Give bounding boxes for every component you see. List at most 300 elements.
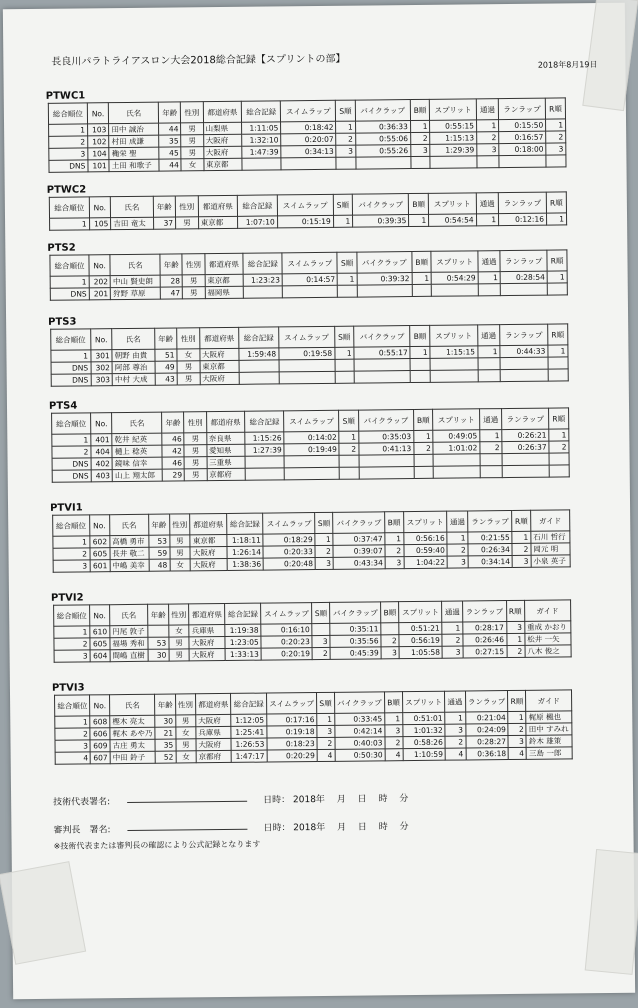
- table-cell: 1:12:05: [231, 714, 267, 726]
- column-header: 都道府県: [204, 253, 243, 274]
- table-cell: 3: [447, 556, 468, 568]
- column-header: 都道府県: [199, 327, 239, 348]
- table-cell: 2: [512, 543, 531, 555]
- column-header: 総合順位: [55, 695, 91, 716]
- table-cell: 2: [442, 634, 463, 646]
- table-cell: 0:44:33: [500, 345, 548, 358]
- table-cell: 4: [445, 748, 465, 760]
- table-cell: 3: [512, 555, 531, 567]
- table-cell: 乾井 紀英: [112, 433, 162, 446]
- column-header: 性別: [168, 604, 189, 625]
- column-header: 年齢: [148, 514, 169, 535]
- table-cell: 1:01:32: [403, 724, 446, 736]
- table-cell: 山梨県: [203, 122, 242, 134]
- table-cell: 2: [55, 728, 91, 740]
- results-table: [49, 191, 567, 230]
- table-cell: [478, 284, 500, 296]
- column-header: No.: [87, 103, 109, 124]
- table-cell: 1:18:11: [227, 534, 264, 546]
- table-cell: [284, 455, 339, 468]
- column-header: ランラップ: [500, 324, 548, 345]
- table-cell: 0:35:03: [358, 431, 413, 444]
- column-header: 都道府県: [195, 693, 231, 714]
- table-cell: 0:55:06: [355, 133, 410, 146]
- table-cell: 3: [506, 621, 524, 633]
- column-header: ガイド: [524, 600, 571, 621]
- table-cell: 610: [90, 626, 110, 638]
- table-cell: 0:12:16: [499, 213, 547, 226]
- table-cell: 0:40:03: [335, 737, 385, 750]
- table-cell: 0:27:15: [463, 646, 507, 658]
- column-header: S順: [337, 252, 356, 273]
- table-cell: 4: [385, 749, 403, 761]
- table-cell: 0:34:13: [281, 145, 336, 158]
- table-cell: 1: [335, 347, 355, 359]
- table-cell: 0:20:19: [261, 648, 312, 661]
- table-cell: 2: [52, 446, 91, 458]
- table-cell: 1: [50, 218, 90, 230]
- column-header: 通過: [442, 601, 463, 622]
- table-cell: 1:01:02: [433, 442, 480, 454]
- table-cell: 0:35:56: [330, 635, 381, 648]
- column-header: 年齢: [160, 254, 182, 275]
- table-cell: 1:15:15: [430, 346, 477, 358]
- column-header: R順: [546, 192, 566, 213]
- table-cell: 福岡県: [205, 286, 244, 298]
- footnote: ※技術代表または審判長の確認により公式記録となります: [53, 839, 261, 851]
- table-cell: 404: [91, 446, 113, 458]
- column-header: スイムラップ: [261, 603, 312, 625]
- column-header: 性別: [169, 514, 190, 535]
- table-cell: 1: [478, 272, 500, 284]
- table-cell: 0:15:50: [499, 119, 546, 131]
- table-cell: 28: [160, 275, 182, 287]
- table-cell: 1: [447, 532, 468, 544]
- table-cell: [500, 369, 548, 382]
- column-header: バイクラップ: [357, 252, 412, 274]
- column-header: 性別: [175, 694, 195, 715]
- table-cell: 間嶋 直樹: [110, 649, 149, 661]
- table-cell: 0:14:57: [282, 273, 337, 286]
- table-cell: 男: [169, 637, 190, 649]
- table-cell: 2: [381, 635, 399, 647]
- table-cell: 男: [170, 547, 191, 559]
- table-cell: 2: [312, 647, 330, 659]
- column-header: R順: [547, 250, 567, 271]
- table-cell: 102: [88, 136, 110, 148]
- table-cell: 京都府: [196, 750, 232, 762]
- column-header: ランラップ: [500, 250, 547, 271]
- column-header: 都道府県: [189, 603, 225, 624]
- category-label: PTVI1: [50, 502, 83, 514]
- table-cell: 大阪府: [200, 348, 240, 360]
- table-cell: 1: [333, 215, 353, 227]
- table-cell: 鏡味 信幸: [112, 457, 162, 470]
- table-cell: 0:20:23: [261, 636, 312, 649]
- table-cell: 0:54:54: [429, 214, 476, 226]
- table-cell: [354, 371, 410, 384]
- table-cell: [148, 625, 169, 637]
- column-header: 氏名: [111, 196, 153, 217]
- table-cell: 村田 成謙: [109, 135, 159, 148]
- column-header: スプリット: [429, 193, 477, 214]
- table-cell: 2: [480, 442, 502, 454]
- table-cell: [284, 467, 339, 480]
- table-cell: 奈良県: [206, 432, 245, 444]
- column-header: 氏名: [109, 604, 148, 625]
- column-header: 総合記録: [231, 693, 267, 714]
- table-cell: 2: [447, 544, 468, 556]
- page-title: 長良川パラトライアスロン大会2018総合記録【スプリントの部】: [51, 53, 346, 68]
- table-cell: [338, 285, 357, 297]
- table-cell: 1:33:13: [225, 648, 261, 660]
- table-cell: 0:56:19: [399, 634, 442, 646]
- table-cell: 1: [476, 120, 498, 132]
- column-header: R順: [512, 510, 531, 531]
- table-cell: 男: [183, 287, 205, 299]
- table-cell: 1:25:41: [231, 726, 267, 738]
- table-cell: 樫木 亮太: [110, 715, 156, 727]
- table-cell: 男: [182, 275, 204, 287]
- table-cell: 1: [410, 120, 430, 132]
- column-header: S順: [333, 194, 353, 215]
- table-cell: 大阪府: [190, 546, 227, 558]
- table-cell: [548, 369, 568, 381]
- column-header: S順: [334, 326, 354, 347]
- results-table: [51, 407, 570, 482]
- tape-top-right: [582, 0, 638, 111]
- column-header: R順: [508, 690, 526, 711]
- table-cell: [359, 455, 414, 468]
- table-cell: 1: [549, 429, 569, 441]
- table-cell: 1:07:10: [238, 216, 278, 228]
- table-cell: 女: [176, 751, 196, 763]
- table-cell: 男: [169, 649, 190, 661]
- signature-line: [127, 827, 247, 830]
- column-header: ガイド: [530, 510, 569, 531]
- table-cell: 1:11:05: [242, 122, 281, 134]
- table-cell: 0:36:33: [355, 121, 410, 134]
- table-cell: 0:56:16: [403, 532, 447, 544]
- table-cell: 1: [506, 633, 524, 645]
- table-cell: 606: [90, 728, 110, 740]
- table-cell: 1:26:53: [231, 738, 267, 750]
- column-header: スプリット: [433, 409, 480, 430]
- column-header: 総合記録: [239, 327, 279, 348]
- table-cell: 609: [90, 740, 110, 752]
- table-cell: 0:45:39: [330, 647, 381, 660]
- table-cell: 0:18:42: [281, 121, 336, 134]
- table-cell: 1:23:23: [244, 274, 283, 286]
- table-cell: 0:59:40: [404, 544, 448, 556]
- column-header: 年齢: [162, 412, 184, 433]
- table-cell: [549, 453, 569, 465]
- table-cell: 607: [91, 752, 111, 764]
- column-header: No.: [90, 329, 112, 350]
- table-cell: DNS: [50, 288, 89, 300]
- table-cell: 田中 すみれ: [526, 723, 572, 735]
- column-header: 年齢: [153, 196, 176, 217]
- table-cell: 0:19:49: [284, 443, 339, 456]
- table-cell: 吉田 竜太: [111, 217, 153, 229]
- table-cell: 3: [312, 635, 330, 647]
- table-cell: [433, 454, 480, 466]
- table-cell: 男: [184, 445, 206, 457]
- column-header: 都道府県: [198, 195, 238, 216]
- table-cell: [478, 358, 501, 370]
- column-header: バイクラップ: [355, 100, 410, 122]
- column-header: 氏名: [109, 102, 159, 124]
- table-cell: 2: [339, 443, 358, 455]
- results-table: [50, 323, 569, 386]
- table-cell: 0:39:32: [357, 273, 412, 286]
- table-cell: 三重県: [207, 456, 246, 468]
- table-cell: 0:20:33: [263, 546, 315, 559]
- table-cell: 穐栄 聖: [109, 147, 159, 160]
- category-label: PTVI3: [51, 682, 85, 694]
- column-header: ランラップ: [502, 408, 549, 429]
- table-cell: 3: [477, 144, 499, 156]
- column-header: スプリット: [431, 251, 478, 272]
- signature-label: 審判長 署名:: [53, 825, 111, 836]
- results-table: [48, 97, 567, 172]
- category-label: PTS2: [47, 242, 76, 254]
- column-header: No.: [89, 197, 111, 218]
- table-cell: 1: [546, 213, 566, 225]
- table-cell: 山上 翔太郎: [112, 469, 162, 482]
- table-cell: 3: [411, 144, 431, 156]
- column-header: 性別: [184, 412, 206, 433]
- table-cell: [430, 156, 477, 168]
- signature-technical-delegate: [53, 793, 409, 808]
- table-cell: 4: [55, 752, 91, 764]
- table-cell: 0:51:21: [399, 622, 442, 634]
- table-cell: 1:38:36: [227, 558, 264, 570]
- table-cell: 0:16:10: [261, 624, 312, 637]
- table-cell: 1: [414, 430, 434, 442]
- table-cell: [359, 467, 414, 480]
- column-header: ランラップ: [468, 510, 512, 531]
- table-cell: 3: [336, 145, 355, 157]
- table-cell: 608: [90, 716, 110, 728]
- table-cell: 0:36:18: [466, 748, 509, 760]
- table-cell: 男: [184, 433, 206, 445]
- column-header: S順: [336, 100, 355, 121]
- column-header: B順: [381, 602, 399, 623]
- table-cell: 1: [442, 622, 463, 634]
- table-cell: 男: [177, 373, 200, 385]
- table-cell: 男: [184, 457, 206, 469]
- table-cell: 0:19:18: [267, 726, 317, 739]
- table-cell: 大阪府: [203, 146, 242, 158]
- column-header: 総合記録: [245, 411, 284, 432]
- table-cell: 0:14:02: [284, 431, 339, 444]
- table-cell: 1: [315, 533, 333, 545]
- table-cell: 円尾 敦子: [110, 625, 149, 637]
- table-cell: [312, 623, 330, 635]
- table-cell: 大阪府: [196, 714, 232, 726]
- column-header: R順: [506, 600, 524, 621]
- table-cell: 0:20:48: [264, 558, 316, 571]
- table-cell: 2: [546, 131, 566, 143]
- table-cell: 愛知県: [206, 444, 245, 456]
- table-cell: 49: [155, 361, 178, 373]
- table-cell: [430, 370, 477, 382]
- column-header: ランラップ: [465, 691, 508, 712]
- table-cell: 1:32:10: [242, 134, 281, 146]
- table-cell: 301: [90, 350, 112, 362]
- table-cell: 3: [49, 148, 88, 160]
- table-cell: 0:35:11: [330, 623, 381, 636]
- table-cell: 0:26:21: [502, 429, 549, 441]
- table-cell: 35: [159, 135, 181, 147]
- table-cell: 3: [315, 557, 333, 569]
- table-cell: [354, 359, 410, 372]
- table-cell: 303: [91, 374, 113, 386]
- table-cell: 1:04:22: [404, 556, 448, 568]
- table-cell: 4: [509, 747, 527, 759]
- table-cell: 田中 誠治: [109, 123, 159, 136]
- column-header: 総合順位: [51, 329, 91, 350]
- table-cell: 1: [385, 713, 403, 725]
- column-header: 総合順位: [49, 197, 89, 218]
- table-cell: 1:10:59: [403, 748, 446, 760]
- tape-bottom-right: [585, 849, 638, 975]
- table-cell: [336, 157, 355, 169]
- table-cell: 3: [385, 725, 403, 737]
- table-cell: 男: [169, 535, 190, 547]
- table-cell: 1: [55, 716, 91, 728]
- column-header: S順: [317, 692, 335, 713]
- table-cell: 1: [476, 214, 499, 226]
- table-cell: [502, 453, 549, 465]
- table-cell: 1: [508, 711, 526, 723]
- table-cell: 104: [88, 148, 110, 160]
- table-cell: [500, 357, 548, 370]
- table-cell: 602: [89, 536, 109, 548]
- table-cell: [246, 468, 285, 480]
- table-cell: 0:20:29: [267, 750, 317, 763]
- table-cell: 梶原 楓也: [526, 711, 572, 723]
- column-header: S順: [339, 410, 358, 431]
- column-header: 氏名: [110, 254, 160, 276]
- table-cell: DNS: [52, 458, 91, 470]
- column-header: 総合記録: [225, 603, 261, 624]
- table-cell: [500, 283, 547, 295]
- table-cell: 3: [442, 646, 463, 658]
- category-label: PTS3: [48, 316, 77, 328]
- table-cell: 0:55:17: [354, 347, 410, 360]
- table-cell: [480, 466, 502, 478]
- table-cell: 0:28:54: [500, 271, 547, 283]
- table-cell: 中山 賢史朗: [110, 275, 160, 288]
- table-cell: [499, 155, 546, 167]
- table-cell: 53: [149, 535, 170, 547]
- table-cell: 東京都: [190, 534, 227, 546]
- table-cell: 201: [89, 288, 111, 300]
- signature-referee: [53, 821, 409, 836]
- table-cell: 1: [53, 536, 90, 548]
- table-cell: 35: [155, 739, 175, 751]
- table-cell: [414, 454, 434, 466]
- column-header: 総合順位: [54, 605, 90, 626]
- table-cell: 103: [87, 124, 109, 136]
- column-header: バイクラップ: [330, 602, 381, 624]
- table-cell: 3: [381, 647, 399, 659]
- table-cell: [335, 371, 355, 383]
- table-cell: 大阪府: [189, 636, 225, 648]
- table-cell: 0:21:04: [465, 712, 508, 724]
- column-header: 通過: [478, 251, 500, 272]
- table-cell: 605: [90, 638, 110, 650]
- table-cell: 101: [88, 160, 110, 172]
- column-header: 都道府県: [203, 101, 242, 122]
- table-cell: 京都府: [207, 468, 246, 480]
- table-cell: [480, 454, 502, 466]
- table-cell: 0:49:05: [433, 430, 480, 442]
- column-header: スイムラップ: [282, 252, 337, 274]
- table-cell: [549, 465, 569, 477]
- table-cell: 1: [50, 276, 89, 288]
- column-header: バイクラップ: [358, 410, 413, 432]
- table-cell: 三島 一郎: [526, 747, 572, 759]
- column-header: スプリット: [430, 99, 477, 120]
- table-cell: 1: [51, 350, 91, 362]
- table-cell: [410, 358, 430, 370]
- column-header: 通過: [477, 325, 500, 346]
- column-header: スプリット: [403, 511, 447, 532]
- table-cell: 601: [90, 560, 110, 572]
- results-table: [53, 599, 572, 662]
- column-header: B順: [410, 99, 430, 120]
- tape-bottom-left: [0, 861, 86, 965]
- table-cell: 1:27:39: [245, 444, 284, 456]
- column-header: 性別: [175, 196, 198, 217]
- signature-datetime: 日時： 2018年 月 日 時 分: [263, 794, 409, 806]
- table-cell: 302: [91, 362, 113, 374]
- table-cell: 2: [385, 545, 404, 557]
- column-header: ガイド: [526, 690, 572, 711]
- table-cell: 46: [162, 433, 184, 445]
- table-cell: 女: [177, 349, 200, 361]
- column-header: R順: [548, 324, 568, 345]
- table-cell: 105: [89, 218, 111, 230]
- column-header: 性別: [177, 328, 200, 349]
- column-header: R順: [549, 408, 569, 429]
- table-cell: 男: [181, 147, 203, 159]
- table-cell: 0:42:14: [335, 725, 385, 738]
- table-cell: [281, 157, 336, 170]
- table-cell: 狩野 草原: [111, 287, 161, 300]
- column-header: バイクラップ: [333, 512, 385, 534]
- table-cell: [279, 359, 335, 372]
- column-header: ランラップ: [498, 192, 546, 213]
- column-header: 氏名: [112, 412, 162, 434]
- table-cell: 東京都: [200, 360, 240, 372]
- table-cell: 46: [162, 457, 184, 469]
- table-cell: 女: [170, 559, 191, 571]
- table-cell: 大阪府: [189, 648, 225, 660]
- table-cell: [242, 158, 281, 170]
- table-cell: 女: [169, 625, 190, 637]
- column-header: 性別: [182, 254, 204, 275]
- table-cell: 1:29:39: [430, 144, 477, 156]
- table-cell: 高橋 勇市: [110, 535, 149, 547]
- signature-label: 技術代表署名:: [53, 797, 111, 808]
- column-header: 総合記録: [227, 513, 264, 534]
- column-header: スイムラップ: [266, 693, 317, 715]
- table-cell: [414, 466, 434, 478]
